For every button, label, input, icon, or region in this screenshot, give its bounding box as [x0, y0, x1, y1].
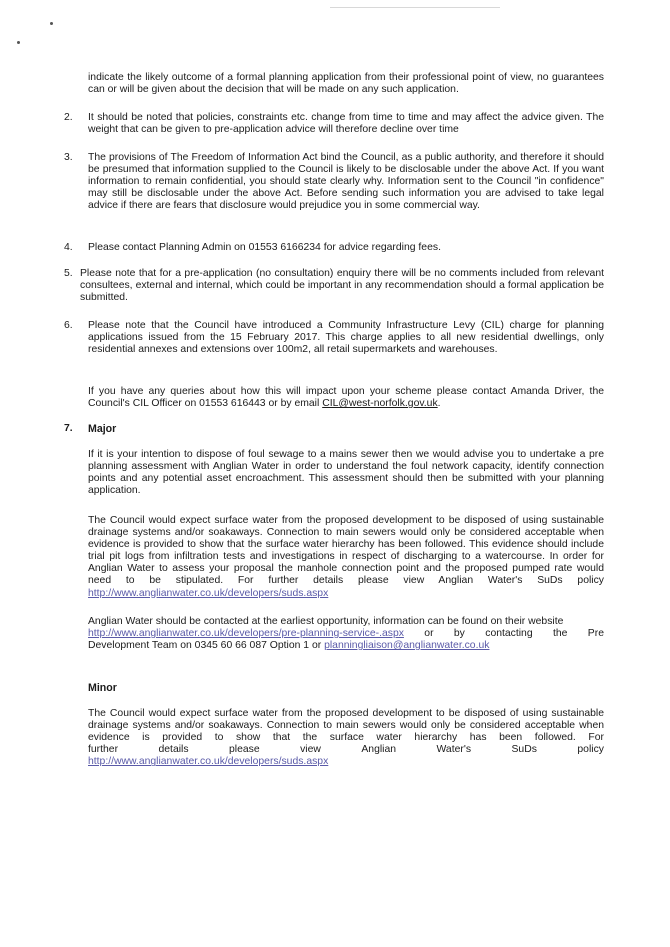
contact-word: by [453, 628, 465, 640]
scan-edge-line [330, 7, 500, 8]
minor-para-last-line [88, 744, 604, 756]
contact-line-1: Anglian Water should be contacted at the earliest opportunity, information can be found on their website [88, 616, 564, 627]
contact-line-3 [88, 640, 604, 652]
major-para-contact [88, 616, 604, 652]
contact-line-3-text: Development Team on 0345 60 66 087 Option 1 or [88, 640, 325, 652]
item-number: 4. [64, 242, 73, 253]
cil-email-link[interactable]: CIL@west-norfolk.gov.uk [322, 398, 438, 410]
planning-liaison-email-link[interactable]: planningliaison@anglianwater.co.uk [324, 640, 490, 652]
major-surface-water-text: The Council would expect surface water from the proposed development to be disposed of using sustainable drainage systems and/or soakaways. Connection to main sewers would only be considered acceptable when evidence is provided to show that the surface water hierarchy has been followed. This evidence should include trial pit logs from infiltration tests and investigations in respect of discharging to a watercourse. In order for Anglian Water to assess your proposal the manhole connection point and the proposed pumped rate would need to be stipulated. For further details please view Anglian Water's SuDs policy [88, 515, 604, 587]
contact-word: Pre [587, 628, 604, 640]
cil-queries-text: If you have any queries about how this will impact upon your scheme please contact Amanda Driver, the Council's CIL Officer on 01553 616443 or by email [88, 386, 604, 410]
item-number: 6. [64, 320, 73, 331]
contact-line-2 [88, 628, 604, 640]
item-6-text: Please note that the Council have introduced a Community Infrastructure Levy (CIL) charge for planning applications issued from the 15 February 2017. This charge applies to all new residential dwellings, only residential annexes and extensions over 100m2, all retail supermarkets and warehouses. [88, 320, 604, 356]
item-2-text: It should be noted that policies, constraints etc. change from time to time and may affect the advice given. The weight that can be given to pre-application advice will therefore decline over time [88, 112, 604, 136]
minor-para-text: The Council would expect surface water from the proposed development to be disposed of using sustainable drainage systems and/or soakaways. Connection to main sewers would only be considered acceptable when evidence is provided to show that the surface water hierarchy has been followed. For [88, 708, 604, 744]
suds-policy-link[interactable]: http://www.anglianwater.co.uk/developers/suds.aspx [88, 587, 329, 599]
minor-word: further [88, 744, 119, 756]
cil-queries-end: . [437, 398, 441, 410]
minor-heading: Minor [88, 682, 117, 694]
scan-speck [17, 41, 20, 44]
item-3-text: The provisions of The Freedom of Information Act bind the Council, as a public authority, and therefore it should be presumed that information supplied to the Council is likely to be disclosable under the above Act. If you want information to remain confidential, you should state clearly why. Information sent to the Council "in confidence" may still be disclosable under the above Act. Before sending such information you are advised to take legal advice if there are fears that disclosure would prejudice you in some commercial way. [88, 152, 604, 212]
minor-word: policy [577, 744, 604, 756]
major-para-foul-sewage: If it is your intention to dispose of foul sewage to a mains sewer then we would advise you to undertake a pre planning assessment with Anglian Water in order to understand the foul network capacity, identify connection points and any potential asset encroachment. This assessment should then be submitted with your planning application. [88, 449, 604, 497]
scan-speck [50, 22, 53, 25]
contact-word: contacting [485, 628, 533, 640]
item-number: 7. [64, 423, 73, 434]
minor-word: Anglian [361, 744, 397, 756]
minor-word: view [300, 744, 321, 756]
item-number: 3. [64, 152, 73, 163]
item-5-text: Please note that for a pre-application (no consultation) enquiry there will be no comments included from relevant consultees, external and internal, which could be important in any recommendation should a formal application be submitted. [80, 268, 604, 304]
contact-word: the [552, 628, 568, 640]
intro-continuation: indicate the likely outcome of a formal planning application from their professional point of view, no guarantees can or will be given about the decision that will be made on any such application. [88, 72, 604, 96]
major-para-surface-water [88, 515, 604, 600]
minor-word: details [158, 744, 189, 756]
minor-para [88, 708, 604, 768]
item-4-text: Please contact Planning Admin on 01553 6166234 for advice regarding fees. [88, 242, 441, 253]
item-6-queries [88, 386, 604, 410]
minor-word: please [229, 744, 260, 756]
item-number: 5. [64, 268, 73, 279]
minor-word: SuDs [511, 744, 537, 756]
minor-suds-policy-link[interactable]: http://www.anglianwater.co.uk/developers/suds.aspx [88, 756, 329, 768]
minor-word: Water's [436, 744, 472, 756]
contact-word: or [424, 628, 434, 640]
item-number: 2. [64, 112, 73, 123]
pre-planning-service-link[interactable]: http://www.anglianwater.co.uk/developers/pre-planning-service-.aspx [88, 628, 404, 640]
major-heading: Major [88, 423, 117, 435]
